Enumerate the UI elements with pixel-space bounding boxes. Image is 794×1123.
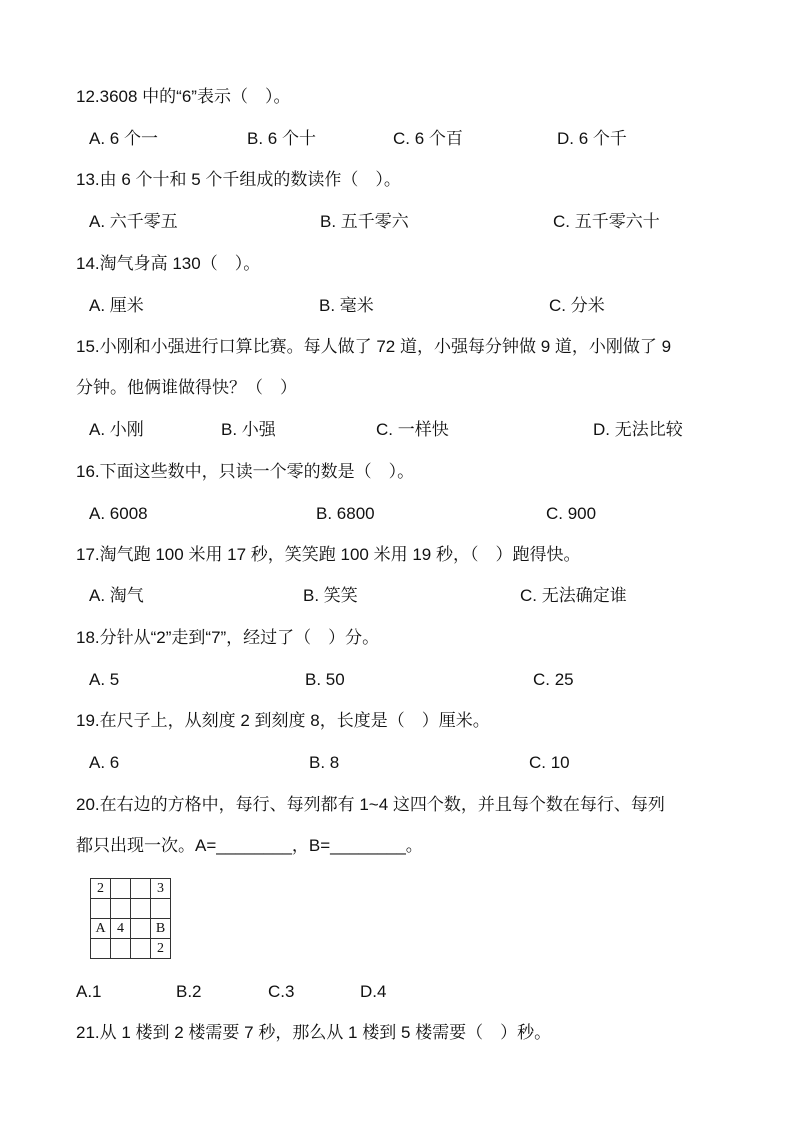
question-12-option-b[interactable]: B. 6 个十	[247, 129, 316, 148]
grid-cell	[91, 899, 111, 919]
question-12-stem: 12.3608 中的“6”表示（ ）。	[76, 87, 291, 106]
number-grid	[90, 878, 171, 959]
question-13-option-b[interactable]: B. 五千零六	[320, 212, 409, 231]
grid-cell: B	[151, 919, 171, 939]
grid-cell	[111, 939, 131, 959]
grid-cell: 2	[151, 939, 171, 959]
question-14-option-a[interactable]: A. 厘米	[89, 296, 144, 315]
question-15-option-c[interactable]: C. 一样快	[376, 420, 449, 439]
grid-cell	[111, 879, 131, 899]
question-20-option-b[interactable]: B.2	[176, 982, 202, 1001]
question-14-stem: 14.淘气身高 130（ ）。	[76, 254, 261, 273]
question-15-option-b[interactable]: B. 小强	[221, 420, 276, 439]
question-15-stem-line2: 分钟。他俩谁做得快？（ ）	[76, 378, 297, 397]
grid-cell	[131, 899, 151, 919]
question-16-option-c[interactable]: C. 900	[546, 504, 597, 523]
grid-row	[91, 879, 171, 899]
question-17-option-c[interactable]: C. 无法确定谁	[520, 586, 627, 605]
question-16-stem: 16.下面这些数中，只读一个零的数是（ ）。	[76, 462, 415, 481]
grid-cell: 3	[151, 879, 171, 899]
question-18-option-c[interactable]: C. 25	[533, 670, 574, 689]
question-20-option-a[interactable]: A.1	[76, 982, 102, 1001]
question-15-option-a[interactable]: A. 小刚	[89, 420, 144, 439]
question-13-stem: 13.由 6 个十和 5 个千组成的数读作（ ）。	[76, 170, 401, 189]
question-14-option-b[interactable]: B. 毫米	[319, 296, 374, 315]
question-17-option-a[interactable]: A. 淘气	[89, 586, 144, 605]
grid-row	[91, 899, 171, 919]
question-12-option-a[interactable]: A. 6 个一	[89, 129, 158, 148]
question-15-option-d[interactable]: D. 无法比较	[593, 420, 683, 439]
question-16-option-b[interactable]: B. 6800	[316, 504, 375, 523]
grid-row	[91, 919, 171, 939]
grid-cell: A	[91, 919, 111, 939]
grid-cell	[91, 939, 111, 959]
grid-cell	[131, 879, 151, 899]
question-18-stem: 18.分针从“2”走到“7”，经过了（ ）分。	[76, 628, 380, 647]
grid-cell	[151, 899, 171, 919]
question-13-option-a[interactable]: A. 六千零五	[89, 212, 178, 231]
question-18-option-a[interactable]: A. 5	[89, 670, 120, 689]
question-19-option-c[interactable]: C. 10	[529, 753, 570, 772]
grid-row	[91, 939, 171, 959]
question-20-stem-line1: 20.在右边的方格中，每行、每列都有 1~4 这四个数，并且每个数在每行、每列	[76, 795, 665, 814]
question-20-option-c[interactable]: C.3	[268, 982, 295, 1001]
question-19-option-a[interactable]: A. 6	[89, 753, 120, 772]
grid-cell: 4	[111, 919, 131, 939]
question-15-stem-line1: 15.小刚和小强进行口算比赛。每人做了 72 道，小强每分钟做 9 道，小刚做了 9	[76, 337, 672, 356]
question-17-stem: 17.淘气跑 100 米用 17 秒，笑笑跑 100 米用 19 秒，（ ）跑得快。	[76, 545, 581, 564]
question-16-option-a[interactable]: A. 6008	[89, 504, 148, 523]
grid-cell	[131, 939, 151, 959]
question-12-option-c[interactable]: C. 6 个百	[393, 129, 463, 148]
question-20-option-d[interactable]: D.4	[360, 982, 387, 1001]
grid-cell	[131, 919, 151, 939]
question-13-option-c[interactable]: C. 五千零六十	[553, 212, 660, 231]
question-19-stem: 19.在尺子上，从刻度 2 到刻度 8，长度是（ ）厘米。	[76, 711, 490, 730]
question-18-option-b[interactable]: B. 50	[305, 670, 345, 689]
question-14-option-c[interactable]: C. 分米	[549, 296, 605, 315]
question-19-option-b[interactable]: B. 8	[309, 753, 340, 772]
grid-cell	[111, 899, 131, 919]
question-12-option-d[interactable]: D. 6 个千	[557, 129, 627, 148]
question-21-stem: 21.从 1 楼到 2 楼需要 7 秒，那么从 1 楼到 5 楼需要（ ）秒。	[76, 1023, 552, 1042]
question-20-stem-line2: 都只出现一次。A=________，B=________。	[76, 836, 423, 855]
grid-cell: 2	[91, 879, 111, 899]
question-17-option-b[interactable]: B. 笑笑	[303, 586, 358, 605]
